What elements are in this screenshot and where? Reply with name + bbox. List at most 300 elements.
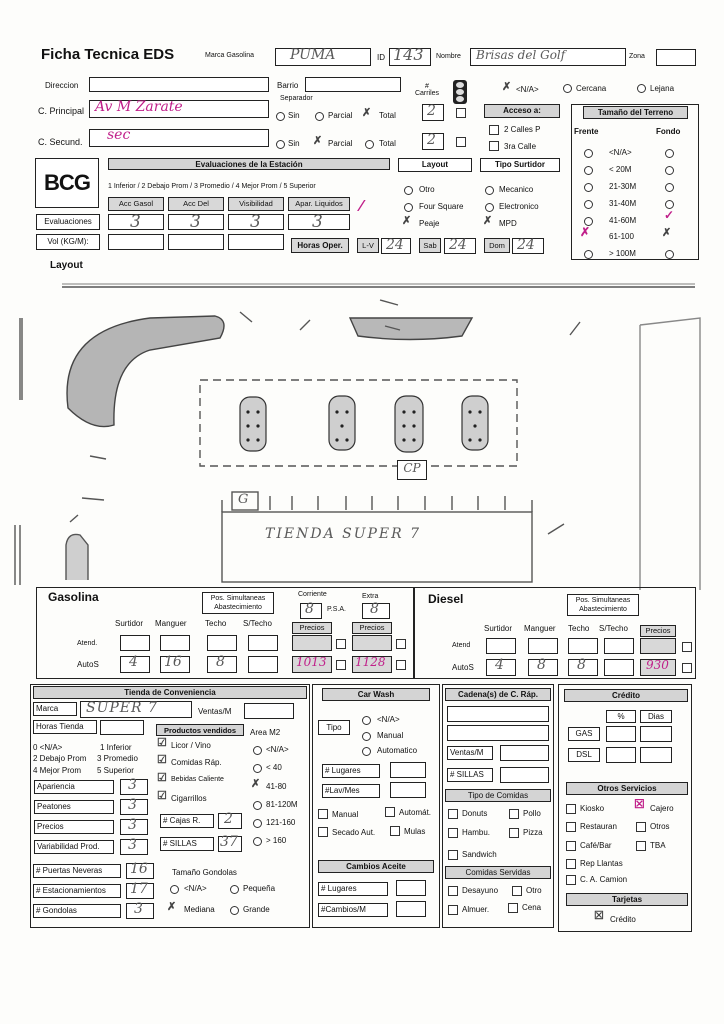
gondola-mediana: Mediana (184, 905, 215, 914)
rating-precios-label (34, 820, 114, 834)
access-3ra: 3ra Calle (504, 142, 537, 151)
hours-label: Horas Oper. (291, 238, 349, 253)
estac-label: # Estacionamientos (36, 886, 106, 895)
rating-variabilidad-text: Variabilidad Prod. (37, 842, 100, 851)
cadena-ventas-box (447, 746, 493, 760)
scale-0: 0 <N/A> (33, 743, 63, 752)
producto-comidas: Comidas Ráp. (171, 758, 222, 767)
aceite-lugares-label: # Lugares (321, 884, 357, 893)
gondolas-value: 3 (134, 901, 143, 917)
tienda-sillas-label: # SILLAS (163, 839, 197, 848)
gas-autos-check-2[interactable] (396, 660, 406, 670)
area-na: <N/A> (266, 745, 289, 754)
sab-label: Sab (419, 238, 441, 253)
cadena-sillas-box (447, 768, 493, 782)
tienda-ventas-field[interactable] (244, 703, 294, 719)
otros-tba-check[interactable] (636, 841, 646, 851)
pump-mpd-mark: ✗ (483, 215, 493, 227)
carwash-lugares-label: # Lugares (325, 766, 361, 775)
carwash-mulas-check[interactable] (390, 826, 400, 836)
gondola-pequena: Pequeña (243, 884, 276, 893)
eval-scale: 1 Inferior / 2 Debajo Prom / 3 Promedio / 4 Mejor Prom / 5 Superior (108, 183, 316, 190)
second-street-value: sec (107, 127, 131, 143)
cadena-ventas-label: Ventas/M (450, 748, 484, 757)
carwash-lav-box (322, 784, 380, 798)
credito-dsl-box (568, 748, 600, 762)
credito-title: Crédito (564, 689, 688, 702)
aceite-cambios-box (318, 903, 388, 917)
gas-atend-precio-2[interactable] (352, 635, 392, 651)
tienda-marca-value: SUPER 7 (86, 700, 158, 716)
sep-main-parcial: Parcial (328, 111, 353, 120)
tipo-comidas-title: Tipo de Comidas (445, 789, 551, 802)
horas-tienda-field[interactable] (100, 720, 144, 735)
rating-apariencia-label (34, 780, 114, 794)
eval-acc-gasol-value: 3 (130, 212, 141, 232)
carriles-main-value: 2 (427, 103, 436, 119)
gondola-grande: Grande (243, 905, 270, 914)
tipo-donuts: Donuts (462, 809, 488, 818)
main-street-value: Av M Zarate (95, 99, 183, 115)
area-81-120-radio[interactable] (253, 801, 262, 810)
gas-atend-techo[interactable] (207, 635, 237, 651)
gas-col-surtidor: Surtidor (115, 619, 144, 628)
tipo-sandwich: Sandwich (462, 850, 497, 859)
producto-bebidas: Bebidas Caliente (171, 776, 224, 783)
credito-gas-label: GAS (575, 729, 593, 738)
producto-bebidas-mark: ☑ (157, 772, 167, 784)
tarjeta-credito: Crédito (610, 915, 636, 924)
main-street-label: C. Principal (38, 106, 85, 116)
terrain-option: 31-40M (609, 199, 637, 208)
credito-pct-label: % (617, 712, 625, 721)
otros-tba: TBA (650, 841, 666, 850)
dsl-col-precios: Precios (640, 625, 676, 637)
scale-2: 2 Debajo Prom (33, 754, 87, 763)
tienda-sillas-value: 37 (220, 834, 238, 850)
carriles-label: # Carriles (414, 83, 440, 97)
tienda-ventas-label: Ventas/M (198, 707, 232, 716)
gasolina-title: Gasolina (48, 590, 99, 604)
dsl-autos-manguer-value: 8 (537, 657, 546, 673)
tarjeta-credito-mark: ☒ (594, 910, 604, 922)
dsl-atend-techo[interactable] (568, 638, 598, 654)
eval-visibilidad-value: 3 (250, 212, 261, 232)
gondola-na: <N/A> (184, 884, 207, 893)
cadena-name-field-1[interactable] (447, 706, 549, 722)
servida-cena: Cena (522, 903, 542, 912)
otros-otros: Otros (650, 822, 670, 831)
tienda-marca-label: Marca (36, 704, 59, 713)
terrain-title: Tamaño del Terreno (583, 106, 688, 119)
tipo-donuts-check[interactable] (448, 809, 458, 819)
servida-desayuno: Desayuno (462, 886, 499, 895)
gas-atend-label: Atend. (77, 640, 98, 647)
canopy-label-box (397, 460, 427, 480)
proximity-na-mark: ✗ (502, 81, 512, 93)
carwash-tipo-box (318, 720, 350, 735)
scale-5: 5 Superior (97, 766, 134, 775)
diesel-title: Diesel (428, 592, 464, 606)
dsl-col-stecho: S/Techo (599, 624, 628, 633)
sep-second-parcial: Parcial (328, 139, 353, 148)
gas-autos-stecho[interactable] (248, 656, 278, 673)
horas-tienda-label: Horas Tienda (36, 722, 84, 731)
neveras-label: # Puertas Neveras (36, 866, 103, 875)
brand-label: Marca Gasolina (205, 52, 255, 59)
gasolina-pos-label (202, 592, 274, 614)
area-121-160-radio[interactable] (253, 819, 262, 828)
credito-gas-dias[interactable] (640, 726, 672, 742)
eval-col-acc-gasol: Acc Gasol (108, 197, 164, 211)
eval-col-visibilidad: Visibilidad (228, 197, 284, 211)
id-value: 143 (393, 45, 424, 64)
area-121-160: 121-160 (266, 818, 296, 827)
cadena-name-field-2[interactable] (447, 725, 549, 741)
pump-electronico: Electronico (499, 202, 539, 211)
dsl-col-manguer: Manguer (524, 624, 556, 633)
gas-autos-precio-1-value: 1013 (296, 655, 327, 669)
eval-title: Evaluaciones de la Estación (108, 158, 390, 170)
area-41-80: 41-80 (266, 782, 287, 791)
diesel-pos-text: Pos. Simultaneas Abastecimiento (575, 597, 631, 613)
horas-tienda-label-box (33, 720, 97, 734)
gas-atend-stecho[interactable] (248, 635, 278, 651)
layout-header-label: Layout (421, 160, 449, 169)
carwash-lav-label: #Lav/Mes (325, 786, 360, 795)
tienda-marca-label-box (33, 702, 77, 716)
area-160: > 160 (266, 836, 287, 845)
carriles-second-value: 2 (427, 132, 436, 148)
layout-peaje-mark: ✗ (402, 215, 412, 227)
corriente-label: Corriente (298, 591, 327, 598)
gas-autos-label: AutoS (77, 660, 99, 669)
carwash-lav-field[interactable] (390, 782, 426, 798)
producto-licor-mark: ☑ (157, 737, 167, 749)
carwash-automat-check[interactable] (385, 807, 395, 817)
credito-dias-box (640, 710, 672, 723)
lv-label: L-V (357, 238, 379, 253)
carwash-na: <N/A> (377, 715, 400, 724)
pump-header-label: Tipo Surtidor (494, 160, 546, 169)
tipo-hambu: Hambu. (462, 828, 491, 837)
extra-value: 8 (370, 601, 379, 617)
proximity-cercana: Cercana (576, 84, 607, 93)
gas-col-precios-2: Precios (352, 622, 392, 634)
dsl-autos-surtidor-value: 4 (495, 657, 504, 673)
otros-camion-check[interactable] (566, 875, 576, 885)
area-41-80-mark: ✗ (251, 778, 261, 790)
sep-second-total: Total (379, 139, 396, 148)
dsl-autos-precio-value: 930 (646, 658, 669, 672)
tipo-pollo: Pollo (523, 809, 541, 818)
gas-col-precios-1: Precios (292, 622, 332, 634)
area-40: < 40 (266, 763, 282, 772)
rating-peatones-label (34, 800, 114, 814)
otros-llantas: Rep Llantas (580, 859, 623, 868)
dsl-autos-label: AutoS (452, 663, 474, 672)
eval-apar-liquidos-value: 3 (312, 212, 323, 232)
sep-main-total: Total (379, 111, 396, 120)
rating-apariencia-value: 3 (128, 777, 137, 793)
otros-otros-check[interactable] (636, 822, 646, 832)
dom-label: Dom (484, 238, 510, 253)
aceite-cambios-label: #Cambios/M (321, 905, 366, 914)
servida-almuer-check[interactable] (448, 905, 458, 915)
tienda-title: Tienda de Conveniencia (33, 686, 307, 699)
producto-cigarrillos-mark: ☑ (157, 790, 167, 802)
access-2calles: 2 Calles P (504, 125, 541, 134)
carwash-svc-manual: Manual (332, 810, 359, 819)
sep-main-total-mark: ✗ (362, 107, 372, 119)
frente-label: Frente (574, 127, 599, 136)
proximity-na[interactable]: <N/A> (516, 85, 539, 94)
eval-col-apar-liquidos: Apar. Liquidos (288, 197, 350, 211)
rating-peatones-text: Peatones (37, 802, 71, 811)
cajas-label: # Cajas R. (163, 816, 201, 825)
cajas-value: 2 (224, 811, 233, 827)
otros-llantas-check[interactable] (566, 859, 576, 869)
neveras-value: 16 (130, 861, 148, 877)
eval-acc-del-value: 3 (190, 212, 201, 232)
carwash-secado-check[interactable] (318, 827, 328, 837)
terrain-frente-mark: ✗ (580, 225, 591, 239)
terrain-fondo-mark: ✓ (664, 208, 675, 222)
gondolas-label-box (33, 904, 121, 918)
terrain-option: 21-30M (609, 182, 637, 191)
carwash-auto-radio[interactable] (362, 747, 371, 756)
eval-pen-stroke: ∕ (360, 198, 363, 215)
producto-comidas-mark: ☑ (157, 754, 167, 766)
otros-title: Otros Servicios (566, 782, 688, 795)
tipo-pizza: Pizza (523, 828, 543, 837)
barrio-label: Barrio (277, 81, 299, 90)
carwash-svc-secado: Secado Aut. (332, 828, 376, 837)
terrain-fondo-strike: ✗ (662, 227, 672, 239)
store-label: TIENDA SUPER 7 (265, 526, 422, 542)
dsl-atend-label: Atend (452, 642, 471, 649)
gas-atend-check-2[interactable] (396, 639, 406, 649)
terrain-option: 61-100 (609, 232, 634, 241)
dsl-atend-stecho[interactable] (604, 638, 634, 654)
carwash-title: Car Wash (322, 688, 430, 701)
layout-peaje: Peaje (419, 219, 440, 228)
carwash-manual-check[interactable] (318, 809, 328, 819)
dsl-atend-check[interactable] (682, 642, 692, 652)
rating-variabilidad-value: 3 (128, 837, 137, 853)
gas-col-stecho: S/Techo (243, 619, 272, 628)
carwash-manual-radio[interactable] (362, 732, 371, 741)
sep-second-sin: Sin (288, 139, 300, 148)
sketch-g-label: G (238, 492, 249, 507)
tienda-sillas-label-box (160, 837, 214, 851)
layout-foursquare: Four Square (419, 202, 464, 211)
credito-gas-box (568, 727, 600, 741)
gondola-mediana-mark: ✗ (167, 901, 177, 913)
address-label: Direccion (45, 81, 79, 90)
fondo-label: Fondo (656, 127, 681, 136)
scale-4: 4 Mejor Prom (33, 766, 82, 775)
estac-value: 17 (130, 881, 148, 897)
servida-cena-check[interactable] (508, 903, 518, 913)
area-40-radio[interactable] (253, 764, 262, 773)
gas-atend-check-1[interactable] (336, 639, 346, 649)
tarjetas-title: Tarjetas (566, 893, 688, 906)
tipo-pollo-check[interactable] (509, 809, 519, 819)
area-na-radio[interactable] (253, 746, 262, 755)
scale-3: 3 Promedio (97, 754, 138, 763)
gondola-grande-radio[interactable] (230, 906, 239, 915)
pump-mpd: MPD (499, 219, 517, 228)
otros-cajero: Cajero (650, 804, 674, 813)
pump-mecanico: Mecanico (499, 185, 534, 194)
rating-precios-text: Precios (37, 822, 64, 831)
terrain-option: < 20M (609, 165, 632, 174)
gas-atend-manguer[interactable] (160, 635, 190, 651)
diesel-pos-label (567, 594, 639, 616)
aceite-title: Cambios Aceite (318, 860, 434, 873)
credito-gas-pct[interactable] (606, 726, 636, 742)
rating-precios-value: 3 (128, 817, 137, 833)
servidas-title: Comidas Servidas (445, 866, 551, 879)
credito-pct-box (606, 710, 636, 723)
productos-title: Productos vendidos (156, 724, 244, 736)
estac-label-box (33, 884, 121, 898)
access-title: Acceso a: (484, 104, 560, 118)
gas-col-manguer: Manguer (155, 619, 187, 628)
sep-second-parcial-mark: ✗ (313, 135, 323, 147)
credito-dsl-label: DSL (576, 750, 592, 759)
gondola-na-radio[interactable] (170, 885, 179, 894)
gondola-pequena-radio[interactable] (230, 885, 239, 894)
area-81-120: 81-120M (266, 800, 298, 809)
dsl-col-techo: Techo (568, 624, 590, 633)
carwash-lugares-field[interactable] (390, 762, 426, 778)
id-label: ID (377, 53, 385, 62)
corriente-value: 8 (305, 601, 314, 617)
rating-variabilidad-label (34, 840, 114, 854)
layout-otro: Otro (419, 185, 435, 194)
neveras-label-box (33, 864, 121, 878)
gondolas-label: # Gondolas (36, 906, 77, 915)
otros-kiosko: Kiosko (580, 804, 605, 813)
second-street-label: C. Secund. (38, 137, 83, 147)
gas-autos-techo-value: 8 (216, 654, 225, 670)
gondola-size-label: Tamaño Gondolas (172, 868, 237, 877)
separador-label: Separador (280, 95, 313, 102)
otros-cafe-check[interactable] (566, 841, 576, 851)
otros-camion: C. A. Camion (580, 875, 628, 884)
aceite-lugares-box (318, 882, 388, 896)
form-title: Ficha Tecnica EDS (41, 46, 175, 63)
carwash-manual: Manual (377, 731, 404, 740)
carwash-na-radio[interactable] (362, 716, 371, 725)
gas-col-techo: Techo (205, 619, 227, 628)
name-label: Nombre (436, 53, 461, 60)
gas-atend-surtidor[interactable] (120, 635, 150, 651)
eval-row-text: Evaluaciones (44, 217, 92, 226)
credito-dsl-dias[interactable] (640, 747, 672, 763)
otros-cajero-mark: ☒ (634, 797, 645, 811)
cadena-sillas-field[interactable] (500, 767, 549, 783)
gas-atend-precio-1[interactable] (292, 635, 332, 651)
gas-autos-manguer-value: 16 (164, 654, 182, 670)
gas-autos-check-1[interactable] (336, 660, 346, 670)
otros-kiosko-check[interactable] (566, 804, 576, 814)
dsl-atend-surtidor[interactable] (486, 638, 516, 654)
vol-label: Vol (KG/M): (47, 237, 89, 246)
carwash-svc-mulas: Mulas (404, 827, 426, 836)
zone-label: Zona (629, 53, 645, 60)
otros-cafe: Café/Bar (580, 841, 612, 850)
servida-otro: Otro (526, 886, 542, 895)
bcg-logo-text: BCG (44, 170, 90, 195)
carwash-auto: Automatico (377, 746, 418, 755)
extra-label: Extra (362, 593, 379, 600)
otros-restauran-check[interactable] (566, 822, 576, 832)
dsl-atend-manguer[interactable] (528, 638, 558, 654)
terrain-option: > 100M (609, 249, 636, 258)
terrain-option: 41-60M (609, 216, 637, 225)
area-label: Area M2 (250, 728, 281, 737)
cajas-label-box (160, 814, 214, 828)
scale-1: 1 Inferior (100, 743, 132, 752)
carwash-tipo-label: Tipo (326, 723, 342, 732)
dsl-autos-stecho[interactable] (604, 659, 634, 676)
carwash-svc-automat: Automát. (399, 808, 432, 817)
producto-cigarrillos: Cigarrillos (171, 794, 207, 803)
name-value: Brisas del Golf (476, 48, 566, 62)
servida-otro-check[interactable] (512, 886, 522, 896)
credito-dias-label: Dias (647, 712, 664, 721)
aceite-lugares-field[interactable] (396, 880, 426, 896)
area-160-radio[interactable] (253, 837, 262, 846)
otros-restauran: Restauran (580, 822, 617, 831)
dsl-col-surtidor: Surtidor (484, 624, 513, 633)
cadena-title: Cadena(s) de C. Ráp. (445, 688, 551, 701)
carwash-lugares-box (322, 764, 380, 778)
canopy-label: CP (403, 461, 421, 475)
sketch-title: Layout (50, 260, 83, 271)
dsl-autos-techo-value: 8 (577, 657, 586, 673)
tipo-hambu-check[interactable] (448, 828, 458, 838)
dsl-atend-precio[interactable] (640, 638, 676, 654)
rating-apariencia-text: Apariencia (37, 782, 75, 791)
sab-value: 24 (449, 237, 467, 253)
tipo-sandwich-check[interactable] (448, 850, 458, 860)
sep-main-sin: Sin (288, 111, 300, 120)
servida-desayuno-check[interactable] (448, 886, 458, 896)
brand-value: PUMA (290, 47, 336, 63)
tipo-pizza-check[interactable] (509, 828, 519, 838)
gas-autos-precio-2-value: 1128 (355, 655, 386, 669)
cadena-ventas-field[interactable] (500, 745, 549, 761)
credito-dsl-pct[interactable] (606, 747, 636, 763)
terrain-option: <N/A> (609, 148, 632, 157)
gas-autos-surtidor-value: 4 (129, 654, 138, 670)
psa-label: P.S.A. (327, 606, 346, 613)
rating-peatones-value: 3 (128, 797, 137, 813)
aceite-cambios-field[interactable] (396, 901, 426, 917)
eval-col-acc-del: Acc Del (168, 197, 224, 211)
gasolina-pos-text: Pos. Simultaneas Abastecimiento (210, 595, 266, 611)
dsl-autos-check[interactable] (682, 663, 692, 673)
dom-value: 24 (517, 237, 535, 253)
servida-almuer: Almuer. (462, 905, 490, 914)
cadena-sillas-label: # SILLAS (450, 770, 484, 779)
proximity-lejana: Lejana (650, 84, 675, 93)
producto-licor: Licor / Vino (171, 741, 211, 750)
